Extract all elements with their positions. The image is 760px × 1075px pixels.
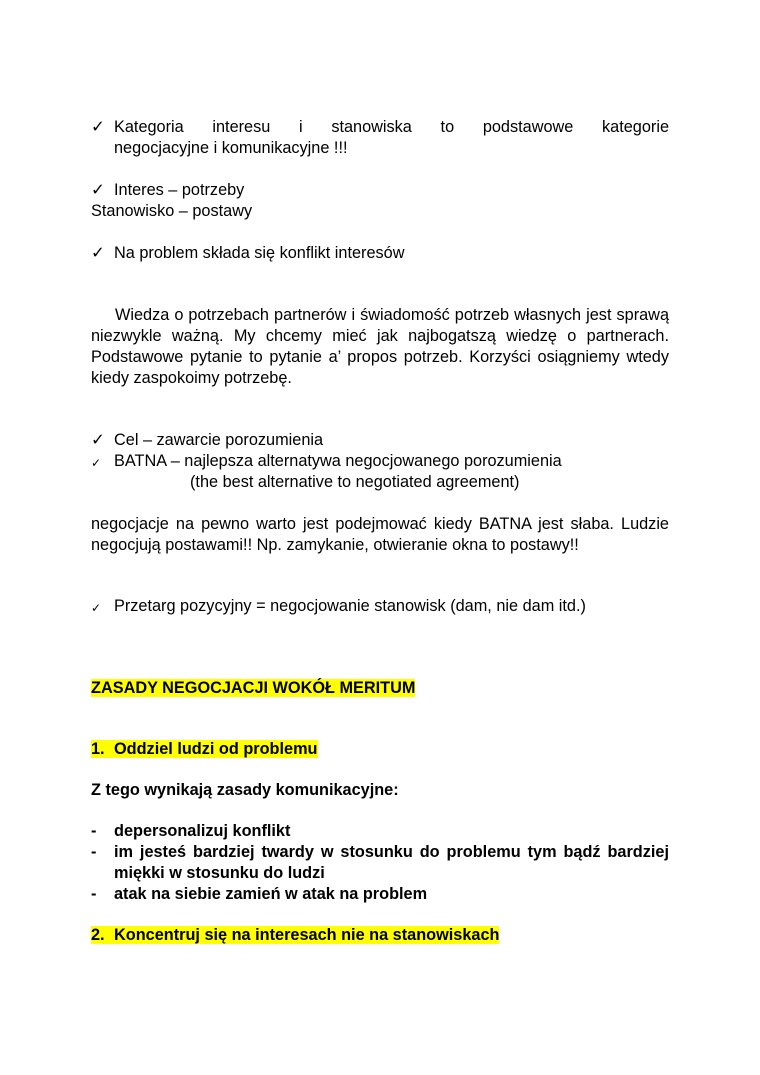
check-icon: ✓ (91, 456, 102, 470)
section-heading-1 (91, 739, 669, 760)
bullet-item-przetarg (91, 596, 669, 617)
bullet-text: Na problem składa się konflikt interesów (114, 244, 405, 262)
check-icon: ✓ (91, 118, 105, 136)
heading-zasady (91, 678, 669, 699)
bullet-text-line1: Kategoria interesu i stanowiska to podstawowe kategorie (114, 118, 669, 136)
check-icon: ✓ (91, 431, 105, 449)
check-icon: ✓ (91, 181, 105, 199)
section-number: 1. (91, 740, 105, 758)
rule-item (91, 821, 669, 842)
section-number: 2. (91, 926, 105, 944)
rule-text: im jesteś bardziej twardy w stosunku do problemu tym bądź bardziej miękki w stosunku do ludzi (114, 843, 669, 882)
bullet-text: BATNA – najlepsza alternatywa negocjowanego porozumienia (114, 452, 562, 470)
rule-item (91, 884, 669, 905)
bullet-item-problem (91, 243, 669, 264)
bullet-text: Interes – potrzeby (114, 181, 245, 199)
bullet-item-batna (91, 451, 669, 472)
bullet-text: Przetarg pozycyjny = negocjowanie stanowisk (dam, nie dam itd.) (114, 597, 586, 615)
sub-intro: Z tego wynikają zasady komunikacyjne: (91, 781, 399, 799)
bullet-text: Cel – zawarcie porozumienia (114, 431, 324, 449)
bullet-item-kategoria (91, 117, 669, 159)
section-title-text: Koncentruj się na interesach nie na stanowiskach (114, 926, 500, 944)
dash-marker: - (91, 822, 97, 840)
check-icon: ✓ (91, 244, 105, 262)
section-title-1 (91, 740, 318, 758)
dash-marker: - (91, 885, 97, 903)
batna-translation: (the best alternative to negotiated agreement) (190, 473, 520, 491)
bullet-item-interes (91, 180, 669, 201)
bullet-text-line2: negocjacyjne i komunikacyjne !!! (114, 139, 348, 157)
section-heading-2 (91, 925, 669, 946)
heading-text: ZASADY NEGOCJACJI WOKÓŁ MERITUM (91, 679, 416, 697)
paragraph-wiedza: Wiedza o potrzebach partnerów i świadomość potrzeb własnych jest sprawą niezwykle ważną. My chcemy mieć jak najbogatszą wiedzę o partnerach. Podstawowe pytanie to pytanie a’ propos potrzeb. Korzyści osiągniemy wtedy kiedy zaspokoimy potrzebę. (91, 306, 669, 387)
section-title-text: Oddziel ludzi od problemu (114, 740, 318, 758)
rule-item (91, 842, 669, 884)
check-icon: ✓ (91, 601, 102, 615)
rule-text: atak na siebie zamień w atak na problem (114, 885, 428, 903)
section-title-2 (91, 926, 499, 944)
stanowisko-line: Stanowisko – postawy (91, 202, 253, 220)
paragraph-negocjacje: negocjacje na pewno warto jest podejmować kiedy BATNA jest słaba. Ludzie negocjują postawami!! Np. zamykanie, otwieranie okna to postawy!! (91, 515, 669, 554)
dash-marker: - (91, 843, 97, 861)
bullet-item-cel (91, 430, 669, 451)
rule-text: depersonalizuj konflikt (114, 822, 291, 840)
